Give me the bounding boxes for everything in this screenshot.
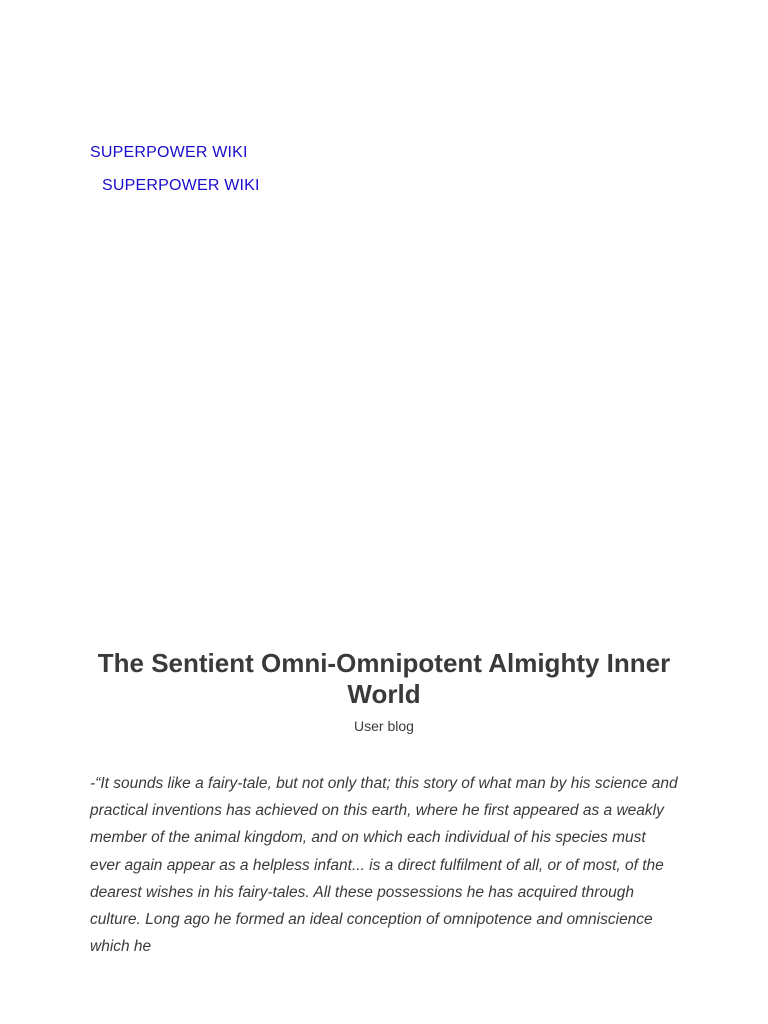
superpower-wiki-home-link[interactable]: SUPERPOWER WIKI [102, 177, 260, 194]
superpower-wiki-link[interactable]: SUPERPOWER WIKI [90, 144, 248, 161]
page-title: The Sentient Omni-Omnipotent Almighty Inner World [97, 648, 671, 709]
article-header [90, 648, 678, 735]
article-body-text: -“It sounds like a fairy-tale, but not only that; this story of what man by his science and practical inventions has achieved on this earth, where he first appeared as a weakly member of the animal kingdom, and on which each individual of his species must ever again appear as a helpless infant... is a direct fulfilment of all, or of most, of the dearest wishes in his fairy-tales. All these possessions he has acquired through culture. Long ago he formed an ideal conception of omnipotence and omniscience which he [90, 775, 678, 956]
article-type-label: User blog [354, 718, 414, 734]
